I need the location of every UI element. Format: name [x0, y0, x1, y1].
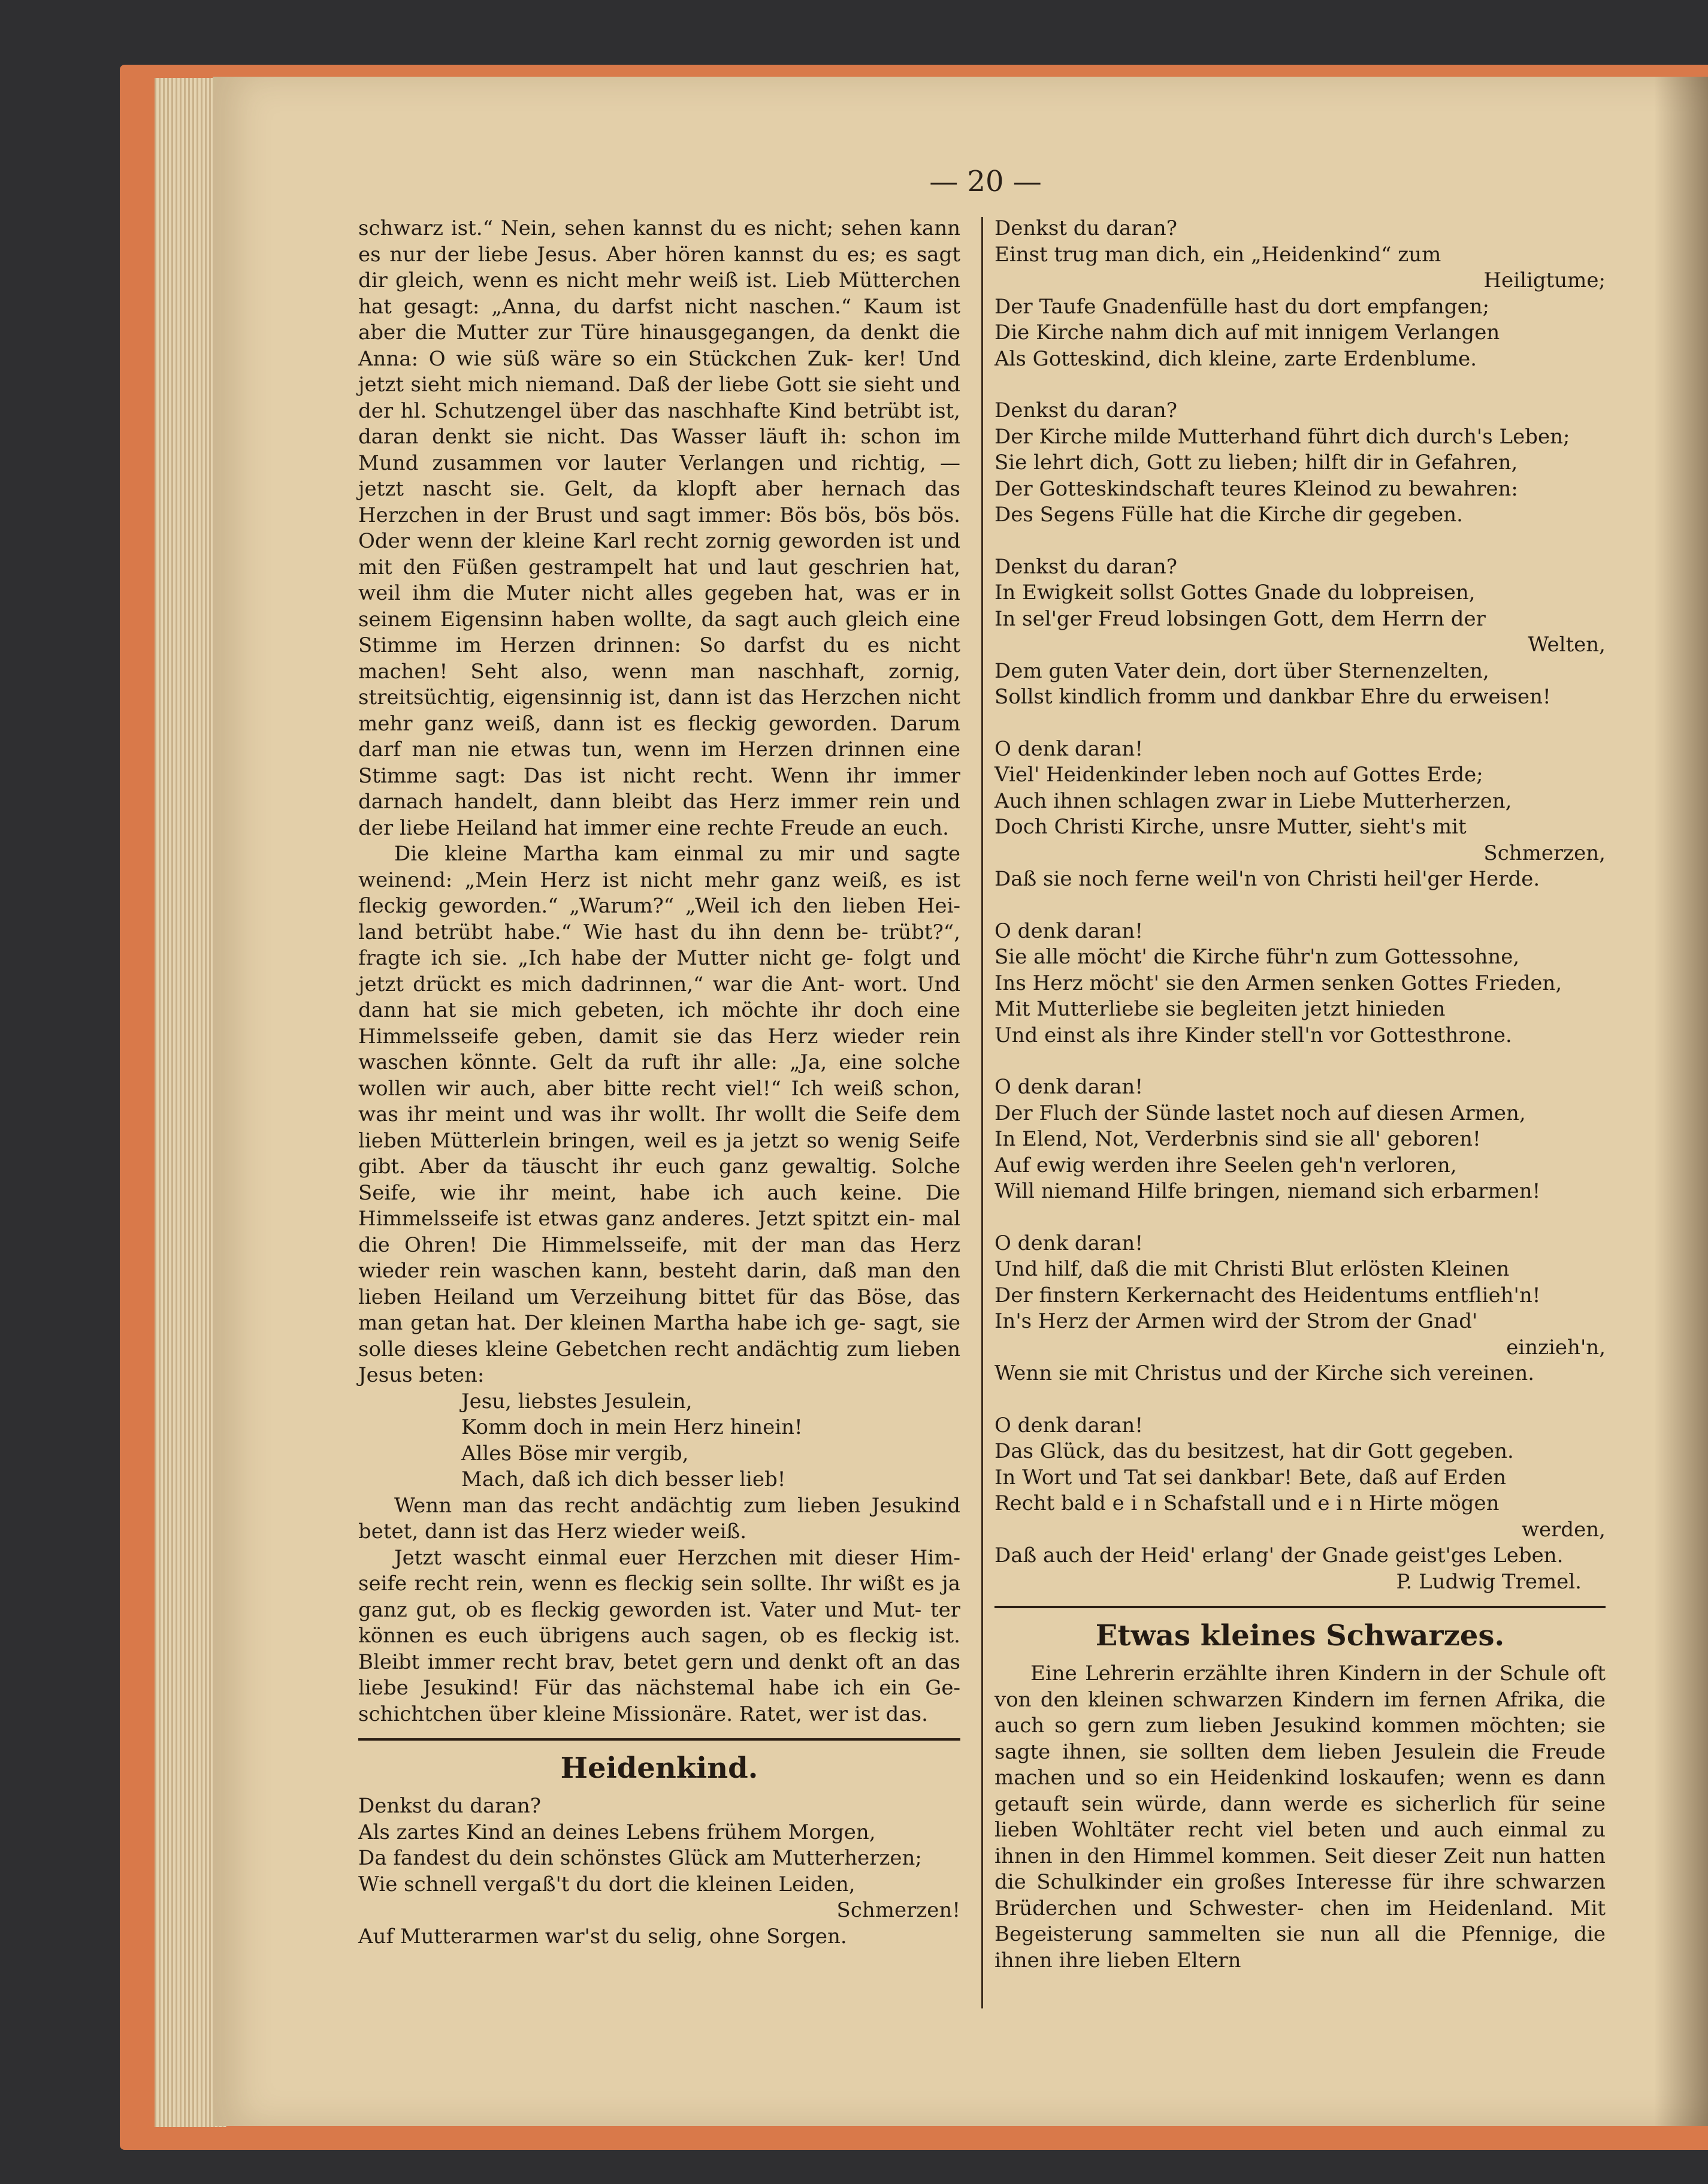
column-divider	[981, 217, 983, 2008]
poem-line: In Ewigkeit sollst Gottes Gnade du lobpreisen,	[994, 581, 1476, 605]
poem-line: In sel'ger Freud lobsingen Gott, dem Herrn der	[994, 606, 1486, 631]
poem-line: Heiligtume;	[1483, 268, 1606, 292]
paragraph: Jetzt wascht einmal euer Herzchen mit dieser Him- seife recht rein, wenn es fleckig sein sollte. Ihr wißt es ja ganz gut, ob es fleckig geworden ist. Vater und Mut- ter können es euch übrigens auch sagen, ob es fleckig ist. Bleibt immer recht brav, betet gern und denkt oft an das liebe Jesukind! Für das nächstemal habe ich ein Ge- schichtchen über kleine Missionäre. Ratet, wer ist das.	[358, 1545, 960, 1726]
poem-line: Dem guten Vater dein, dort über Sternenzelten,	[994, 658, 1489, 683]
poem-line: Denkst du daran?	[994, 216, 1177, 240]
poem-line: Welten,	[1528, 633, 1606, 657]
prayer-line: Komm doch in mein Herz hinein!	[461, 1415, 803, 1439]
poem-line: Das Glück, das du besitzest, hat dir Gott gegeben.	[994, 1439, 1514, 1463]
poem-continuation	[994, 216, 1606, 1569]
poem-start	[358, 1793, 960, 1950]
poem-line: Als zartes Kind an deines Lebens frühem Morgen,	[358, 1820, 876, 1844]
poem-line: Auf Mutterarmen war'st du selig, ohne Sorgen.	[358, 1924, 847, 1949]
section-rule	[358, 1738, 960, 1741]
poem-line: O denk daran!	[994, 919, 1143, 943]
poem-line: Denkst du daran?	[358, 1794, 541, 1818]
poem-line: In Wort und Tat sei dankbar! Bete, daß auf Erden	[994, 1465, 1507, 1490]
poem-line: Mit Mutterliebe sie begleiten jetzt hinieden	[994, 997, 1446, 1021]
left-column	[358, 216, 960, 1950]
poem-stanza	[994, 398, 1606, 528]
poem-line: Sie alle möcht' die Kirche führ'n zum Gottessohne,	[994, 945, 1520, 969]
poem-line: Und hilf, daß die mit Christi Blut erlösten Kleinen	[994, 1257, 1510, 1281]
poem-line: Da fandest du dein schönstes Glück am Mutterherzen;	[358, 1846, 922, 1870]
poem-line: Einst trug man dich, ein „Heidenkind“ zum	[994, 242, 1441, 267]
poem-line: O denk daran!	[994, 1231, 1143, 1255]
poem-title: Heidenkind.	[560, 1751, 758, 1785]
spine-shadow	[1654, 77, 1708, 2126]
poem-stanza	[994, 1231, 1606, 1387]
poem-line: Daß auch der Heid' erlang' der Gnade geist'ges Leben.	[994, 1543, 1564, 1567]
poem-line: Viel' Heidenkinder leben noch auf Gottes Erde;	[994, 763, 1483, 787]
author-signature: P. Ludwig Tremel.	[1396, 1569, 1582, 1594]
poem-line: Wenn sie mit Christus und der Kirche sich vereinen.	[994, 1361, 1535, 1385]
poem-line: Der Kirche milde Mutterhand führt dich durch's Leben;	[994, 424, 1570, 449]
poem-line: Denkst du daran?	[994, 398, 1177, 422]
poem-line: werden,	[1521, 1517, 1606, 1542]
poem-line: Doch Christi Kirche, unsre Mutter, sieht's mit	[994, 815, 1467, 839]
poem-line: O denk daran!	[994, 1075, 1143, 1099]
poem-stanza	[994, 554, 1606, 711]
poem-stanza	[994, 1074, 1606, 1205]
poem-line: Der Gotteskindschaft teures Kleinod zu bewahren:	[994, 476, 1518, 501]
article-title: Etwas kleines Schwarzes.	[1095, 1619, 1505, 1653]
poem-line: Sollst kindlich fromm und dankbar Ehre du erweisen!	[994, 685, 1551, 709]
poem-line: O denk daran!	[994, 736, 1143, 761]
prayer-line: Alles Böse mir vergib,	[461, 1441, 689, 1466]
poem-stanza	[994, 736, 1606, 893]
poem-line: Sie lehrt dich, Gott zu lieben; hilft dir in Gefahren,	[994, 451, 1518, 475]
poem-line: Der Fluch der Sünde lastet noch auf diesen Armen,	[994, 1101, 1526, 1125]
poem-line: O denk daran!	[994, 1413, 1143, 1437]
page-number: — 20 —	[929, 165, 1042, 198]
poem-line: Der finstern Kerkernacht des Heidentums entflieh'n!	[994, 1283, 1541, 1307]
poem-stanza	[994, 1413, 1606, 1569]
prayer-line: Jesu, liebstes Jesulein,	[461, 1389, 693, 1413]
poem-line: Des Segens Fülle hat die Kirche dir gegeben.	[994, 503, 1463, 527]
poem-line: Schmerzen,	[1483, 841, 1606, 865]
poem-line: Ins Herz möcht' sie den Armen senken Gottes Frieden,	[994, 971, 1562, 995]
prayer-verse	[461, 1389, 960, 1493]
poem-line: Auch ihnen schlagen zwar in Liebe Mutterherzen,	[994, 789, 1512, 813]
paragraph: Die kleine Martha kam einmal zu mir und sagte weinend: „Mein Herz ist nicht mehr ganz weiß, es ist fleckig geworden.“ „Warum?“ „Weil ich den lieben Hei- land betrübt habe.“ Wie hast du ihn denn be- trübt?“, fragte ich sie. „Ich habe der Mutter nicht ge- folgt und jetzt drückt es mich dadrinnen,“ war die Ant- wort. Und dann hat sie mich gebeten, ich möchte ihr doch eine Himmelsseife geben, damit sie das Herz wieder rein waschen könnte. Gelt da ruft ihr alle: „Ja, eine solche wollen wir auch, aber bitte recht viel!“ Ich weiß schon, was ihr meint und was ihr wollt. Ihr wollt die Seife dem lieben Mütterlein bringen, weil es ja jetzt so wenig Seife gibt. Aber da täuscht ihr euch ganz gewaltig. Solche Seife, wie ihr meint, habe ich auch keine. Die Himmelsseife ist etwas ganz anderes. Jetzt spitzt ein- mal die Ohren! Die Himmelsseife, mit der man das Herz wieder rein waschen kann, besteht darin, daß man den lieben Heiland um Verzeihung bittet für das Böse, das man getan hat. Der kleinen Martha habe ich ge- sagt, sie solle dieses kleine Gebetchen recht andächtig zum lieben Jesus beten:	[358, 842, 960, 1387]
poem-line: Und einst als ihre Kinder stell'n vor Gottesthrone.	[994, 1023, 1512, 1047]
paragraph: schwarz ist.“ Nein, sehen kannst du es nicht; sehen kann es nur der liebe Jesus. Aber hören kannst du es; es sagt dir gleich, wenn es nicht mehr weiß ist. Lieb Mütterchen hat gesagt: „Anna, du darfst nicht naschen.“ Kaum ist aber die Mutter zur Türe hinausgegangen, da denkt die Anna: O wie süß wäre so ein Stückchen Zuk- ker! Und jetzt sieht mich niemand. Daß der liebe Gott sie sieht und der hl. Schutzengel über das naschhafte Kind betrübt ist, daran denkt sie nicht. Das Wasser läuft ih: schon im Mund zusammen vor lauter Verlangen und richtig, — jetzt nascht sie. Gelt, da klopft aber hernach das Herzchen in der Brust und sagt immer: Bös bös, bös bös. Oder wenn der kleine Karl recht zornig geworden ist und mit den Füßen gestrampelt hat und laut geschrien hat, weil ihm die Muter nicht alles gegeben hat, was er in seinem Eigensinn haben wollte, da sagt auch gleich eine Stimme im Herzen drinnen: So darfst du es nicht machen! Seht also, wenn man naschhaft, zornig, streitsüchtig, eigensinnig ist, dann ist das Herzchen nicht mehr ganz weiß, dann ist es fleckig geworden. Darum darf man nie etwas tun, wenn im Herzen drinnen eine Stimme sagt: Das ist nicht recht. Wenn ihr immer darnach handelt, dann bleibt das Herz immer rein und der liebe Heiland hat immer eine rechte Freude an euch.	[358, 216, 960, 840]
poem-line: In Elend, Not, Verderbnis sind sie all' geboren!	[994, 1127, 1481, 1151]
poem-line: In's Herz der Armen wird der Strom der Gnad'	[994, 1309, 1478, 1333]
poem-line: Als Gotteskind, dich kleine, zarte Erdenblume.	[994, 346, 1477, 371]
right-column	[994, 216, 1606, 1974]
poem-line: Der Taufe Gnadenfülle hast du dort empfangen;	[994, 294, 1490, 319]
poem-line: Auf ewig werden ihre Seelen geh'n verloren,	[994, 1153, 1457, 1177]
poem-line: Denkst du daran?	[994, 554, 1177, 579]
poem-line: Daß sie noch ferne weil'n von Christi heil'ger Herde.	[994, 867, 1540, 891]
poem-line: Recht bald e i n Schafstall und e i n Hirte mögen	[994, 1491, 1500, 1515]
poem-stanza	[994, 216, 1606, 372]
article-text: Eine Lehrerin erzählte ihren Kindern in der Schule oft von den kleinen schwarzen Kindern im fernen Afrika, die auch so gern zum lieben Jesukind kommen möchten; sie sagte ihnen, sie sollten dem lieben Jesulein die Freude machen und so ein Heidenkind loskaufen; wenn es dann getauft sein würde, dann werde es sicherlich für seine lieben Wohltäter recht viel beten und auch einmal zu ihnen in den Himmel kommen. Seit dieser Zeit nun hatten die Schulkinder ein großes Interesse für ihre schwarzen Brüderchen und Schwester- chen im Heidenland. Mit Begeisterung sammelten sie nun all die Pfennige, die ihnen ihre lieben Eltern	[994, 1662, 1606, 1972]
poem-line: einzieh'n,	[1506, 1335, 1606, 1360]
paragraph: Wenn man das recht andächtig zum lieben Jesukind betet, dann ist das Herz wieder weiß.	[358, 1493, 960, 1543]
poem-line: Schmerzen!	[836, 1898, 960, 1922]
poem-line: Wie schnell vergaß't du dort die kleinen Leiden,	[358, 1872, 855, 1896]
section-rule	[994, 1606, 1606, 1608]
prayer-line: Mach, daß ich dich besser lieb!	[461, 1467, 786, 1491]
poem-line: Die Kirche nahm dich auf mit innigem Verlangen	[994, 321, 1500, 345]
poem-stanza	[994, 919, 1606, 1049]
poem-line: Will niemand Hilfe bringen, niemand sich erbarmen!	[994, 1179, 1541, 1203]
